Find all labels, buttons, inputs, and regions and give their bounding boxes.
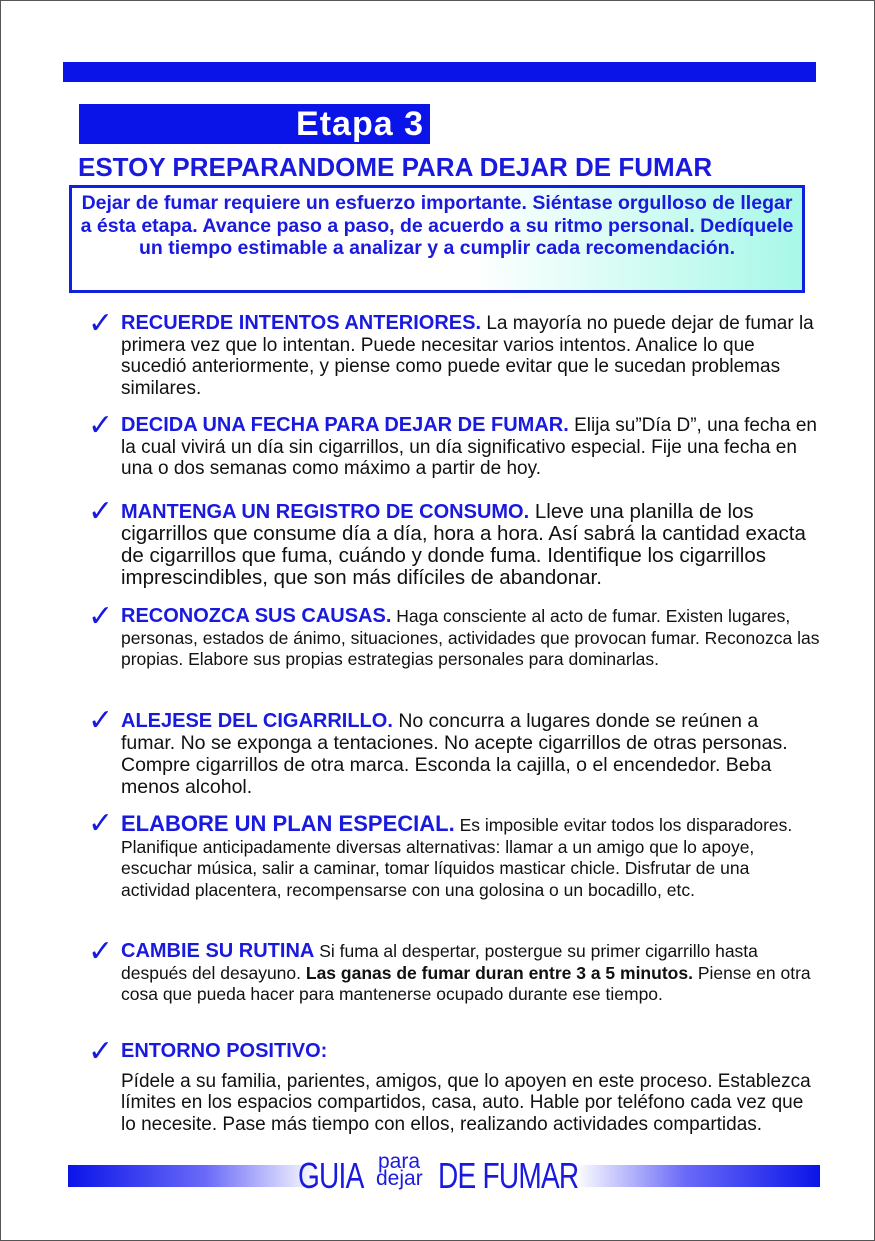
list-item	[88, 494, 820, 589]
item-highlight: Las ganas de fumar duran entre 3 a 5 minutos.	[305, 962, 693, 983]
logo-guia: GUIA	[298, 1155, 364, 1196]
logo-fumar: DE FUMAR	[438, 1155, 579, 1196]
checkmark-icon: ✓	[88, 1034, 114, 1069]
item-title: ALEJESE DEL CIGARRILLO.	[121, 710, 393, 732]
list-item	[88, 408, 820, 480]
item-title: RECONOZCA SUS CAUSAS.	[121, 605, 392, 627]
list-item	[88, 703, 820, 798]
list-item	[88, 934, 820, 1006]
item-text: Si fuma al despertar, postergue su primer cigarrillo hasta después del desayuno.	[121, 941, 758, 983]
footer-bar-left	[68, 1165, 318, 1187]
checkmark-icon: ✓	[88, 703, 114, 738]
item-text: Es imposible evitar todos los disparadores. Planifique anticipadamente diversas alternativas: llamar a un amigo que lo apoye, escuchar música, salir a caminar, tomar líquidos masticar chicle. Disfrutar de una actividad placentera, recompensarse con una golosina o un bocadillo, etc.	[121, 815, 793, 900]
list-item	[88, 599, 820, 671]
item-title: DECIDA UNA FECHA PARA DEJAR DE FUMAR.	[121, 414, 569, 436]
intro-box	[69, 185, 805, 293]
footer-bar-right	[575, 1165, 820, 1187]
item-text: Piense en otra cosa que pueda hacer para mantenerse ocupado durante ese tiempo.	[121, 962, 811, 1004]
checkmark-icon: ✓	[88, 599, 114, 634]
logo-dejar: dejar	[376, 1167, 423, 1190]
item-text: Lleve una planilla de los cigarrillos que consume día a día, hora a hora. Así sabrá la cantidad exacta de cigarrillos que fuma, cuándo y donde fuma. Identifique los cigarrillos imprescindibles, que son más difíciles de abandonar.	[121, 500, 806, 589]
list-item	[88, 306, 820, 399]
list-item	[88, 806, 820, 901]
list-item	[88, 1034, 820, 1135]
checkmark-icon: ✓	[88, 408, 114, 443]
item-title: ELABORE UN PLAN ESPECIAL.	[121, 811, 455, 836]
page-title: ESTOY PREPARANDOME PARA DEJAR DE FUMAR	[78, 152, 713, 182]
stage-banner	[79, 104, 430, 144]
intro-text: Dejar de fumar requiere un esfuerzo importante. Siéntase orgulloso de llegar a ésta etapa. Avance paso a paso, de acuerdo a su ritmo personal. Dedíquele un tiempo estimable a analizar y a cumplir cada recomendación.	[80, 192, 794, 259]
item-title: RECUERDE INTENTOS ANTERIORES.	[121, 312, 482, 334]
item-title: CAMBIE SU RUTINA	[121, 940, 315, 962]
item-text: No concurra a lugares donde se reúnen a fumar. No se exponga a tentaciones. No acepte cigarrillos de otras personas. Compre cigarrillos de otra marca. Esconda la cajilla, o el encendedor. Beba menos alcohol.	[121, 710, 788, 798]
item-text: Haga consciente al acto de fumar. Existen lugares, personas, estados de ánimo, situaciones, actividades que provocan fumar. Reconozca las propias. Elabore sus propias estrategias personales para dominarlas.	[121, 606, 820, 669]
top-bar	[63, 62, 816, 82]
checkmark-icon: ✓	[88, 306, 114, 341]
item-text: La mayoría no puede dejar de fumar la primera vez que lo intentan. Puede necesitar varios intentos. Analice lo que sucedió anteriormente, y piense como puede evitar que le sucedan problemas similares.	[121, 313, 814, 399]
item-title: ENTORNO POSITIVO:	[121, 1040, 328, 1062]
item-title: MANTENGA UN REGISTRO DE CONSUMO.	[121, 501, 530, 523]
stage-title: Etapa 3	[296, 105, 424, 143]
item-text: Elija su”Día D”, una fecha en la cual vivirá un día sin cigarrillos, un día significativo especial. Fije una fecha en una o dos semanas como máximo a partir de hoy.	[121, 415, 817, 479]
checkmark-icon: ✓	[88, 494, 114, 529]
footer-logo	[298, 1152, 578, 1196]
logo-para: para	[378, 1150, 421, 1173]
item-text: Pídele a su familia, parientes, amigos, que lo apoyen en este proceso. Establezca límites en los espacios compartidos, casa, auto. Hable por teléfono cada vez que lo necesite. Pase más tiempo con ellos, realizando actividades compartidas.	[121, 1070, 811, 1135]
checkmark-icon: ✓	[88, 934, 114, 969]
checkmark-icon: ✓	[88, 806, 114, 841]
